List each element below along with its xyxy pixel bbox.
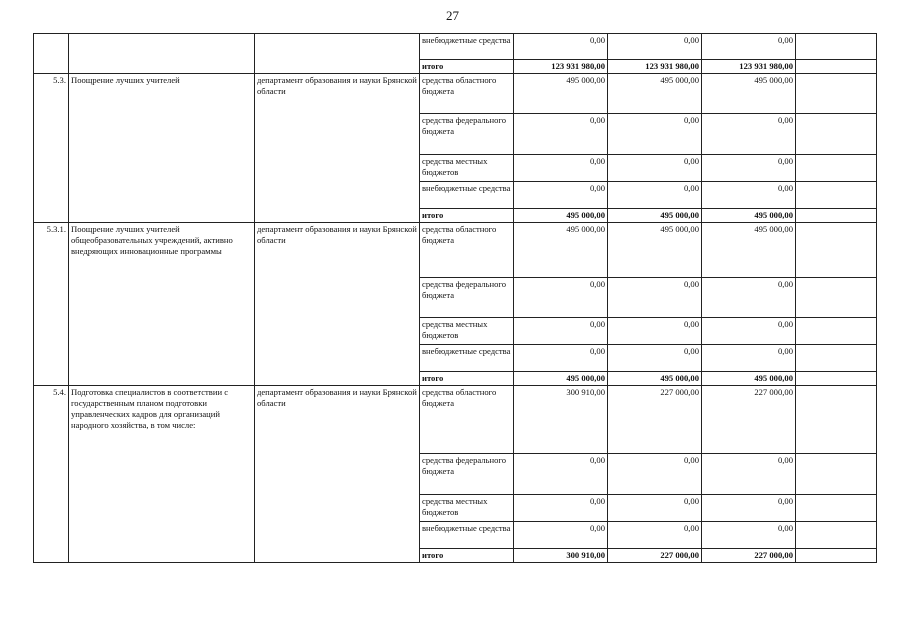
amount-cell: 0,00 bbox=[608, 155, 702, 182]
empty-cell bbox=[796, 495, 877, 522]
amount-cell: 300 910,00 bbox=[514, 386, 608, 454]
amount-cell: 495 000,00 bbox=[514, 74, 608, 114]
amount-cell: 495 000,00 bbox=[514, 223, 608, 278]
item-code-cell bbox=[34, 34, 69, 74]
amount-cell: 0,00 bbox=[514, 182, 608, 209]
amount-cell: 495 000,00 bbox=[514, 209, 608, 223]
funding-source-cell: средства федерального бюджета bbox=[420, 454, 514, 495]
amount-cell: 0,00 bbox=[608, 34, 702, 60]
empty-cell bbox=[796, 34, 877, 60]
amount-cell: 227 000,00 bbox=[608, 386, 702, 454]
page-number: 27 bbox=[446, 8, 459, 23]
funding-source-cell: средства местных бюджетов bbox=[420, 318, 514, 345]
amount-cell: 0,00 bbox=[702, 318, 796, 345]
executor-cell: департамент образования и науки Брянской области bbox=[255, 386, 420, 563]
table-row bbox=[34, 74, 877, 114]
item-code-cell: 5.4. bbox=[34, 386, 69, 563]
empty-cell bbox=[796, 74, 877, 114]
empty-cell bbox=[796, 318, 877, 345]
budget-table bbox=[33, 33, 877, 563]
empty-cell bbox=[796, 386, 877, 454]
amount-cell: 0,00 bbox=[608, 182, 702, 209]
amount-cell: 0,00 bbox=[514, 278, 608, 318]
funding-source-cell: внебюджетные средства bbox=[420, 345, 514, 372]
amount-cell: 495 000,00 bbox=[608, 372, 702, 386]
amount-cell: 0,00 bbox=[608, 345, 702, 372]
amount-cell: 0,00 bbox=[702, 495, 796, 522]
empty-cell bbox=[796, 209, 877, 223]
funding-source-cell: итого bbox=[420, 549, 514, 563]
empty-cell bbox=[796, 278, 877, 318]
funding-source-cell: средства областного бюджета bbox=[420, 223, 514, 278]
empty-cell bbox=[796, 345, 877, 372]
item-name-cell: Поощрение лучших учителей bbox=[69, 74, 255, 223]
amount-cell: 227 000,00 bbox=[608, 549, 702, 563]
item-name-cell bbox=[69, 34, 255, 74]
amount-cell: 0,00 bbox=[514, 454, 608, 495]
amount-cell: 0,00 bbox=[702, 454, 796, 495]
empty-cell bbox=[796, 522, 877, 549]
amount-cell: 300 910,00 bbox=[514, 549, 608, 563]
empty-cell bbox=[796, 549, 877, 563]
amount-cell: 0,00 bbox=[514, 114, 608, 155]
empty-cell bbox=[796, 155, 877, 182]
amount-cell: 495 000,00 bbox=[702, 74, 796, 114]
amount-cell: 0,00 bbox=[702, 155, 796, 182]
empty-cell bbox=[796, 372, 877, 386]
amount-cell: 0,00 bbox=[608, 114, 702, 155]
amount-cell: 0,00 bbox=[514, 345, 608, 372]
amount-cell: 495 000,00 bbox=[514, 372, 608, 386]
funding-source-cell: итого bbox=[420, 209, 514, 223]
amount-cell: 0,00 bbox=[608, 454, 702, 495]
executor-cell: департамент образования и науки Брянской области bbox=[255, 74, 420, 223]
amount-cell: 0,00 bbox=[608, 495, 702, 522]
item-name-cell: Поощрение лучших учителей общеобразовательных учреждений, активно внедряющих инновационные программы bbox=[69, 223, 255, 386]
amount-cell: 0,00 bbox=[702, 182, 796, 209]
amount-cell: 0,00 bbox=[608, 278, 702, 318]
item-code-cell: 5.3.1. bbox=[34, 223, 69, 386]
amount-cell: 495 000,00 bbox=[702, 209, 796, 223]
amount-cell: 495 000,00 bbox=[608, 74, 702, 114]
amount-cell: 0,00 bbox=[514, 34, 608, 60]
amount-cell: 495 000,00 bbox=[702, 223, 796, 278]
executor-cell: департамент образования и науки Брянской области bbox=[255, 223, 420, 386]
empty-cell bbox=[796, 223, 877, 278]
funding-source-cell: средства местных бюджетов bbox=[420, 495, 514, 522]
amount-cell: 123 931 980,00 bbox=[608, 60, 702, 74]
amount-cell: 495 000,00 bbox=[608, 223, 702, 278]
funding-source-cell: внебюджетные средства bbox=[420, 182, 514, 209]
funding-source-cell: внебюджетные средства bbox=[420, 522, 514, 549]
empty-cell bbox=[796, 454, 877, 495]
amount-cell: 0,00 bbox=[702, 114, 796, 155]
funding-source-cell: средства областного бюджета bbox=[420, 74, 514, 114]
funding-source-cell: средства федерального бюджета bbox=[420, 114, 514, 155]
amount-cell: 0,00 bbox=[702, 345, 796, 372]
funding-source-cell: итого bbox=[420, 372, 514, 386]
amount-cell: 495 000,00 bbox=[702, 372, 796, 386]
amount-cell: 0,00 bbox=[702, 34, 796, 60]
amount-cell: 123 931 980,00 bbox=[514, 60, 608, 74]
amount-cell: 0,00 bbox=[608, 318, 702, 345]
table-row bbox=[34, 223, 877, 278]
amount-cell: 123 931 980,00 bbox=[702, 60, 796, 74]
funding-source-cell: итого bbox=[420, 60, 514, 74]
funding-source-cell: средства федерального бюджета bbox=[420, 278, 514, 318]
item-code-cell: 5.3. bbox=[34, 74, 69, 223]
amount-cell: 0,00 bbox=[514, 495, 608, 522]
executor-cell bbox=[255, 34, 420, 74]
empty-cell bbox=[796, 60, 877, 74]
amount-cell: 227 000,00 bbox=[702, 549, 796, 563]
empty-cell bbox=[796, 114, 877, 155]
amount-cell: 0,00 bbox=[702, 522, 796, 549]
amount-cell: 0,00 bbox=[514, 318, 608, 345]
amount-cell: 0,00 bbox=[608, 522, 702, 549]
table-row bbox=[34, 386, 877, 454]
amount-cell: 227 000,00 bbox=[702, 386, 796, 454]
funding-source-cell: средства областного бюджета bbox=[420, 386, 514, 454]
empty-cell bbox=[796, 182, 877, 209]
funding-source-cell: средства местных бюджетов bbox=[420, 155, 514, 182]
table-row bbox=[34, 34, 877, 60]
amount-cell: 495 000,00 bbox=[608, 209, 702, 223]
amount-cell: 0,00 bbox=[514, 522, 608, 549]
amount-cell: 0,00 bbox=[702, 278, 796, 318]
amount-cell: 0,00 bbox=[514, 155, 608, 182]
funding-source-cell: внебюджетные средства bbox=[420, 34, 514, 60]
item-name-cell: Подготовка специалистов в соответствии с государственным планом подготовки управленческих кадров для организаций народного хозяйства, в том числе: bbox=[69, 386, 255, 563]
